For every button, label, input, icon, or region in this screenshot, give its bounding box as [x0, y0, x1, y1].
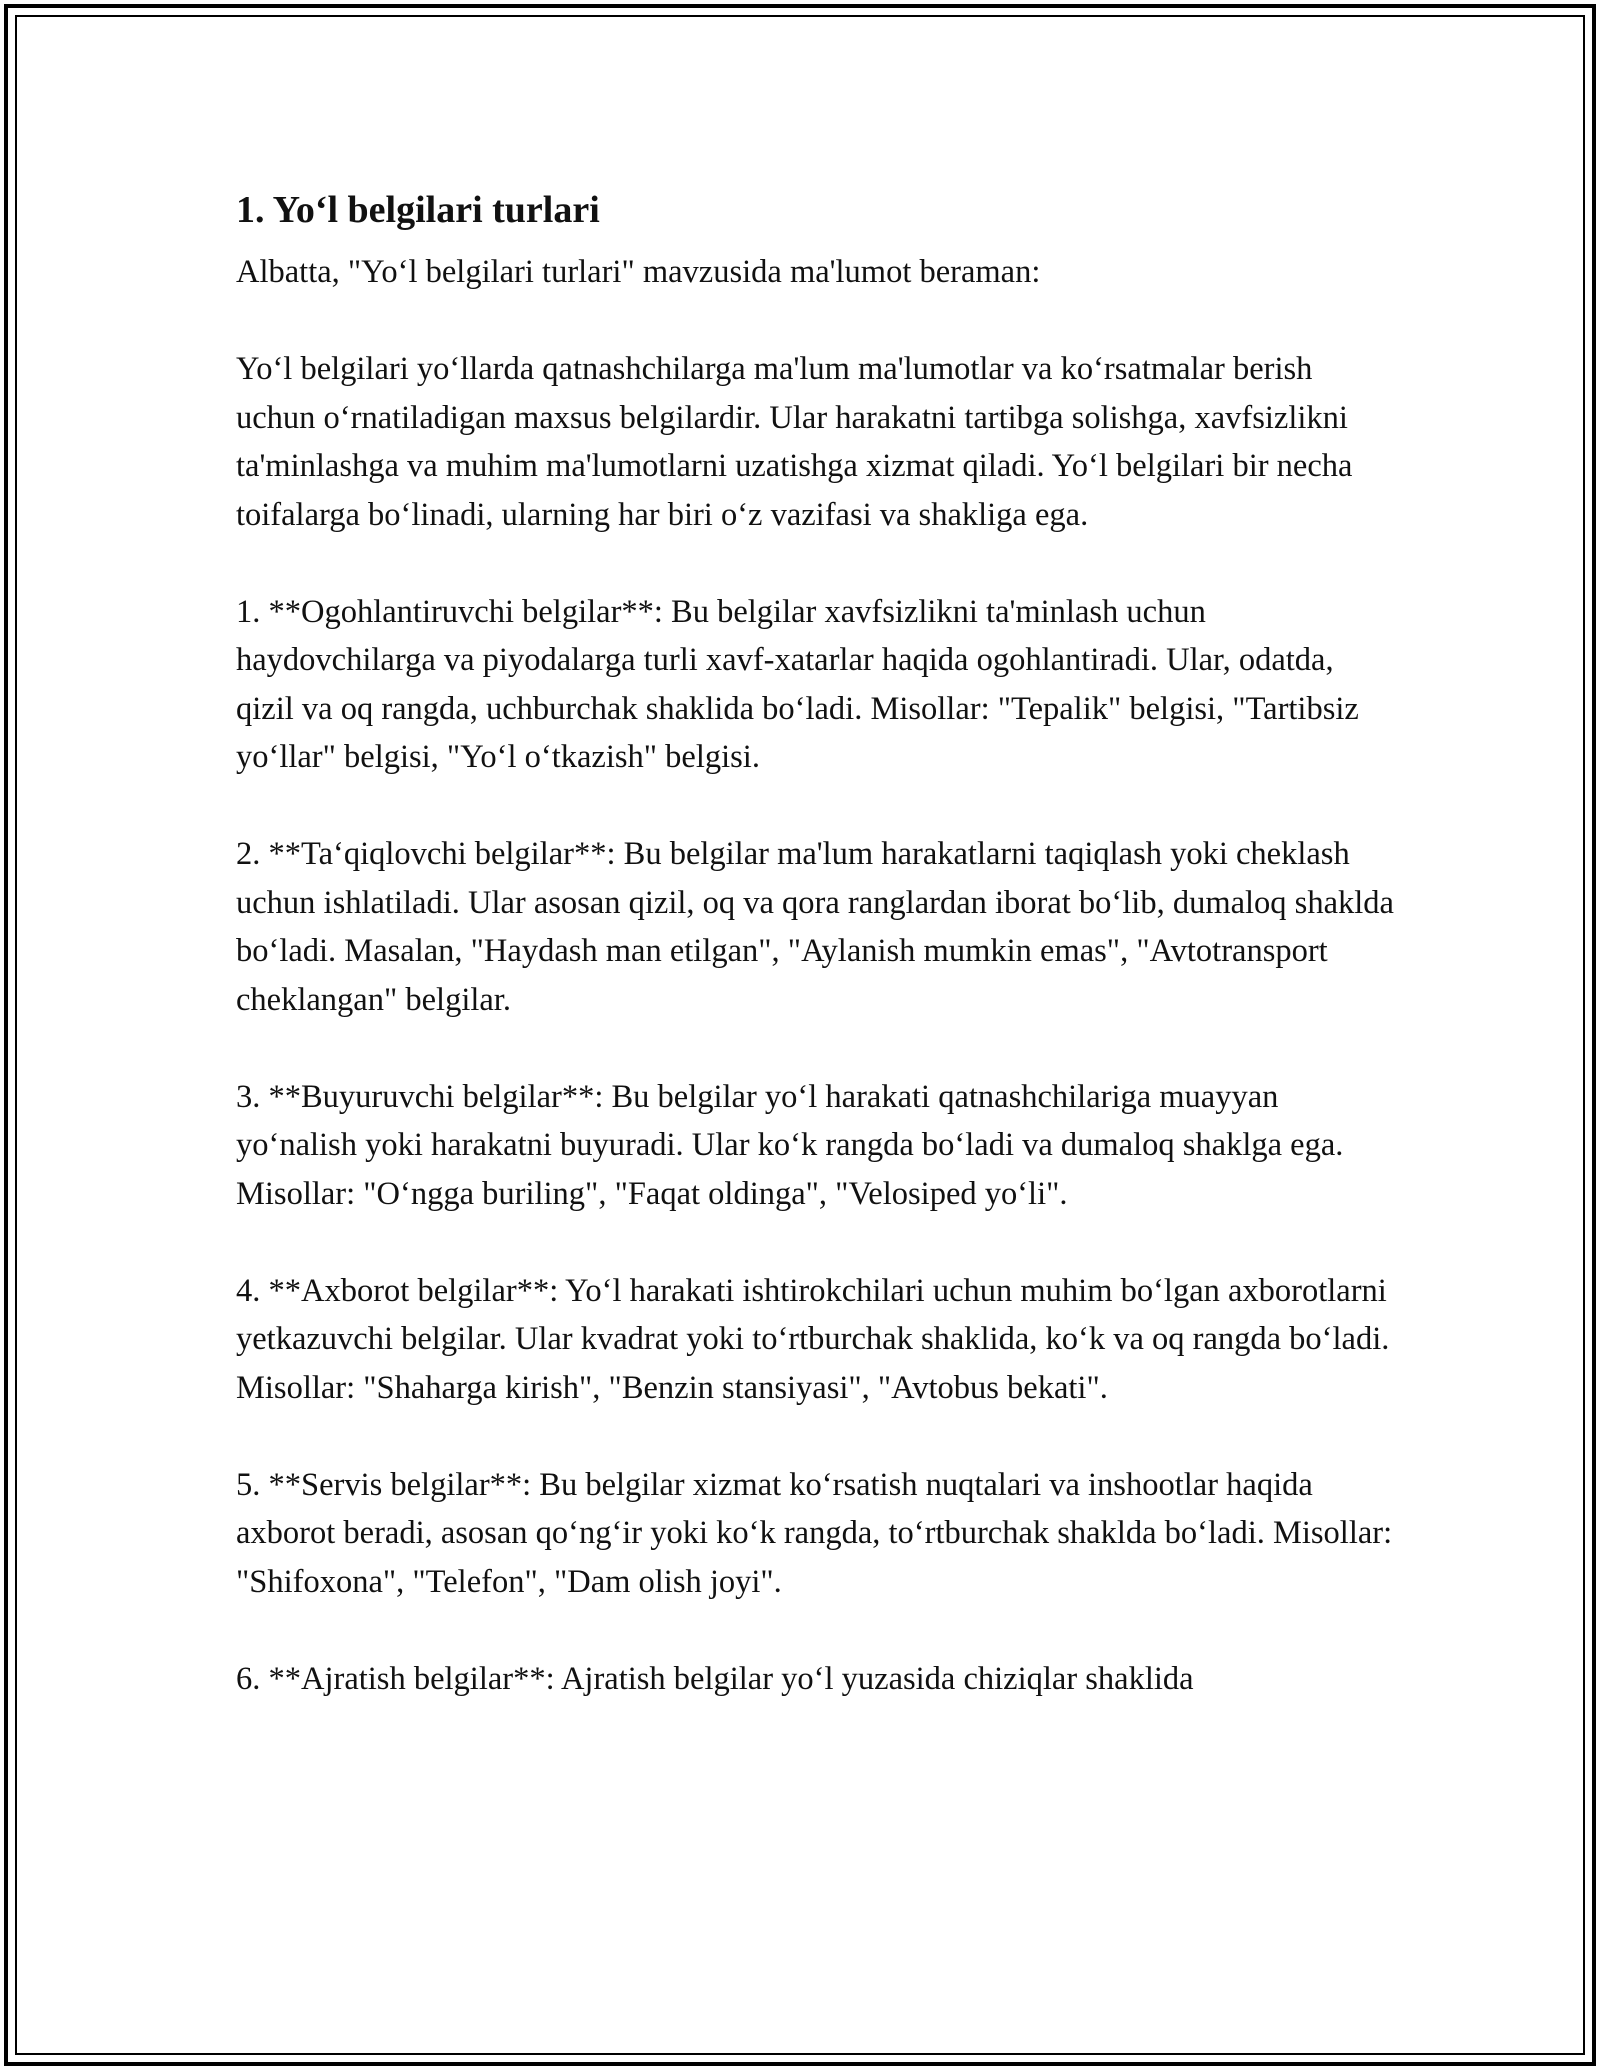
intro-paragraph: Albatta, "Yo‘l belgilari turlari" mavzusida ma'lumot beraman: [236, 254, 1041, 290]
item-marking-signs: 6. **Ajratish belgilar**: Ajratish belgilar yo‘l yuzasida chiziqlar shaklida [236, 1660, 1194, 1697]
item-information-signs: 4. **Axborot belgilar**: Yo‘l harakati ishtirokchilari uchun muhim bo‘lgan axborotlarni yetkazuvchi belgilar. Ular kvadrat yoki to‘rtburchak shaklida, ko‘k va oq rangda bo‘ladi. Misollar: "Shaharga kirish", "Benzin stansiyasi", "Avtobus bekati". [236, 1272, 1390, 1406]
item-prohibitory-signs: 2. **Ta‘qiqlovchi belgilar**: Bu belgilar ma'lum harakatlarni taqiqlash yoki cheklash uchun ishlatiladi. Ular asosan qizil, oq va qora ranglardan iborat bo‘lib, dumaloq shaklda bo‘ladi. Masalan, "Haydash man etilgan", "Aylanish mumkin emas", "Avtotransport cheklangan" belgilar. [236, 836, 1394, 1018]
document-body [236, 186, 1396, 1752]
item-mandatory-signs: 3. **Buyuruvchi belgilar**: Bu belgilar yo‘l harakati qatnashchilariga muayyan yo‘nalish yoki harakatni buyuradi. Ular ko‘k rangda bo‘ladi va dumaloq shaklga ega. Misollar: "O‘ngga buriling", "Faqat oldinga", "Velosiped yo‘li". [236, 1078, 1344, 1212]
item-service-signs: 5. **Servis belgilar**: Bu belgilar xizmat ko‘rsatish nuqtalari va inshootlar haqida axborot beradi, asosan qo‘ng‘ir yoki ko‘k rangda, to‘rtburchak shaklda bo‘ladi. Misollar: "Shifoxona", "Telefon", "Dam olish joyi". [236, 1466, 1393, 1600]
item-warning-signs: 1. **Ogohlantiruvchi belgilar**: Bu belgilar xavfsizlikni ta'minlash uchun haydovchilarga va piyodalarga turli xavf-xatarlar haqida ogohlantiradi. Ular, odatda, qizil va oq rangda, uchburchak shaklida bo‘ladi. Misollar: "Tepalik" belgisi, "Tartibsiz yo‘llar" belgisi, "Yo‘l o‘tkazish" belgisi. [236, 593, 1359, 775]
document-heading: 1. Yo‘l belgilari turlari [236, 189, 600, 231]
overview-paragraph: Yo‘l belgilari yo‘llarda qatnashchilarga ma'lum ma'lumotlar va ko‘rsatmalar berish uchun o‘rnatiladigan maxsus belgilardir. Ular harakatni tartibga solishga, xavfsizlikni ta'minlashga va muhim ma'lumotlarni uzatishga xizmat qiladi. Yo‘l belgilari bir necha toifalarga bo‘linadi, ularning har biri o‘z vazifasi va shakliga ega. [236, 351, 1353, 533]
